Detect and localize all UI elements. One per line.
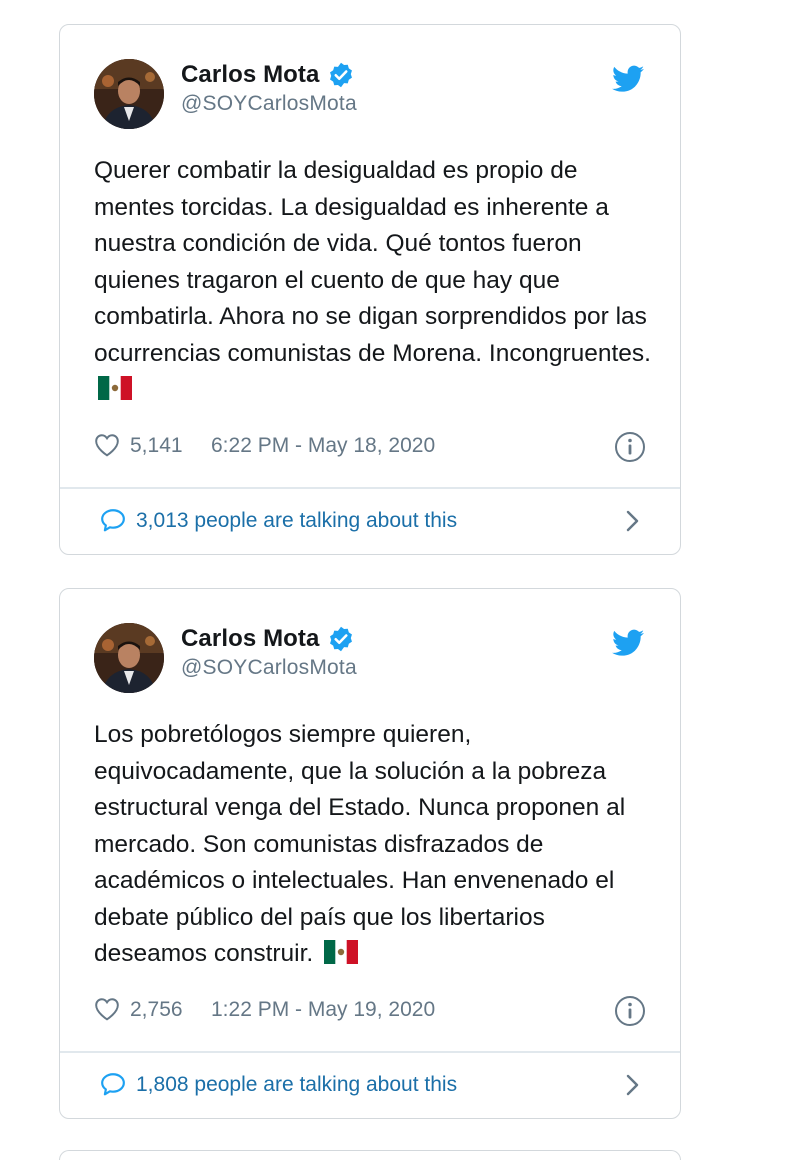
- like-count[interactable]: 5,141: [130, 434, 183, 457]
- tweet-header: [94, 623, 646, 695]
- conversation-link[interactable]: [100, 505, 646, 541]
- tweet-text-content: Querer combatir la desigualdad es propio de mentes torcidas. La desigualdad es inherente a nuestra condición de vida. Qué tontos fueron quienes tragaron el cuento de que hay que combatirla. Ahora no se digan sorprendidos por las ocurrencias comunistas de Morena. Incongruentes.: [94, 157, 651, 367]
- conversation-count[interactable]: 1,808 people are talking about this: [136, 1073, 458, 1096]
- tweet-text-content: Los pobretólogos siempre quieren, equivocadamente, que la solución a la pobreza estructural venga del Estado. Nunca proponen al mercado. Son comunistas disfrazados de académicos o intelectuales. Han envenenado el debate público del país que los libertarios deseamos construir.: [94, 721, 626, 967]
- author-block: [181, 625, 357, 680]
- tweet-card[interactable]: [59, 24, 681, 555]
- tweet-meta: [94, 993, 646, 1029]
- heart-icon[interactable]: [94, 433, 120, 457]
- info-icon[interactable]: [614, 431, 646, 463]
- author-handle[interactable]: @SOYCarlosMota: [181, 92, 357, 115]
- mexico-flag-emoji: [324, 940, 358, 964]
- verified-badge-icon: [327, 625, 355, 653]
- tweet-timestamp[interactable]: 6:22 PM - May 18, 2020: [211, 434, 436, 457]
- tweet-text: [94, 153, 654, 409]
- chevron-right-icon[interactable]: [626, 1073, 640, 1097]
- author-handle[interactable]: @SOYCarlosMota: [181, 656, 357, 679]
- author-block: [181, 61, 357, 116]
- twitter-bird-icon[interactable]: [612, 629, 644, 657]
- like-count[interactable]: 2,756: [130, 998, 183, 1021]
- conversation-count[interactable]: 3,013 people are talking about this: [136, 509, 458, 532]
- tweet-header: [94, 59, 646, 131]
- tweet-meta: [94, 429, 646, 465]
- speech-bubble-icon: [100, 508, 126, 532]
- avatar[interactable]: [94, 59, 164, 129]
- chevron-right-icon[interactable]: [626, 509, 640, 533]
- speech-bubble-icon: [100, 1072, 126, 1096]
- info-icon[interactable]: [614, 995, 646, 1027]
- tweet-timestamp[interactable]: 1:22 PM - May 19, 2020: [211, 998, 436, 1021]
- card-divider: [60, 1051, 680, 1053]
- verified-badge-icon: [327, 61, 355, 89]
- author-name[interactable]: Carlos Mota: [181, 61, 320, 88]
- avatar[interactable]: [94, 623, 164, 693]
- twitter-bird-icon[interactable]: [612, 65, 644, 93]
- mexico-flag-emoji: [98, 376, 132, 400]
- card-divider: [60, 487, 680, 489]
- tweet-card[interactable]: [59, 588, 681, 1119]
- heart-icon[interactable]: [94, 997, 120, 1021]
- tweet-text: [94, 717, 654, 973]
- conversation-link[interactable]: [100, 1069, 646, 1105]
- author-name[interactable]: Carlos Mota: [181, 625, 320, 652]
